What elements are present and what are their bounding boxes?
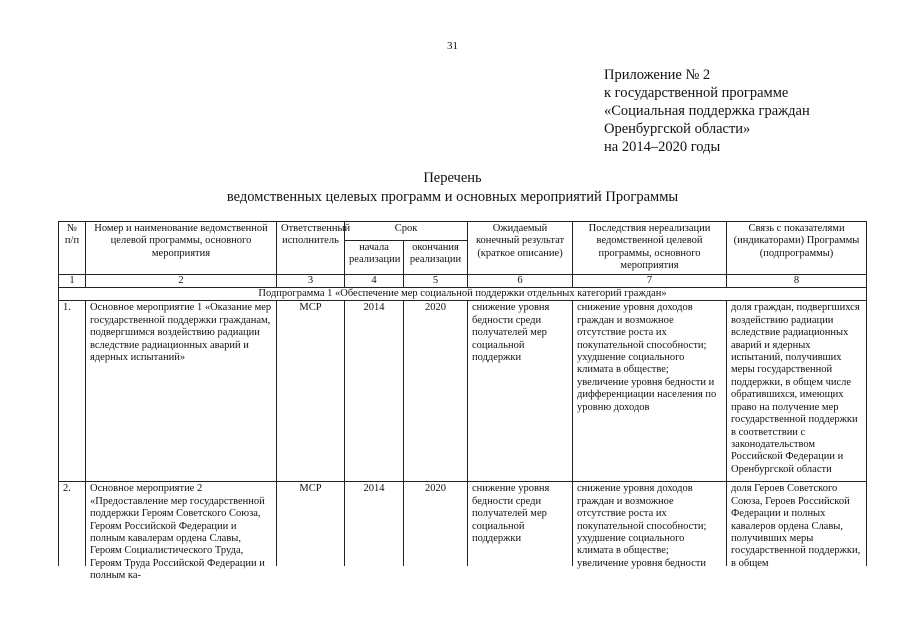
document-title: Перечень bbox=[423, 170, 482, 186]
header-consequences: Последствия нереализации ведомственной целевой программы, основного мероприятия bbox=[573, 222, 727, 275]
column-number: 4 bbox=[345, 274, 404, 287]
column-number: 7 bbox=[573, 274, 727, 287]
row-executor: МСР bbox=[277, 482, 345, 567]
column-number: 2 bbox=[86, 274, 277, 287]
row-name-cell bbox=[86, 482, 277, 582]
appendix-line-2: к государственной программе bbox=[604, 85, 789, 101]
row-indicators: доля Героев Советского Союза, Героев Российской Федерации и полных кавалеров ордена Славы, получивших меры государственной поддержки, в общем bbox=[731, 483, 861, 569]
header-number: № п/п bbox=[59, 222, 86, 275]
row-start-year: 2014 bbox=[345, 301, 404, 482]
header-end: окончания реализации bbox=[404, 240, 468, 274]
row-executor: МСР bbox=[277, 301, 345, 482]
header-result: Ожидаемый конечный результат (краткое описание) bbox=[468, 222, 573, 275]
appendix-line-3: «Социальная поддержка граждан bbox=[604, 103, 810, 119]
column-number: 5 bbox=[404, 274, 468, 287]
column-number: 6 bbox=[468, 274, 573, 287]
row-result: снижение уровня бедности среди получателей мер социальной поддержки bbox=[468, 482, 573, 567]
appendix-header bbox=[604, 66, 810, 156]
column-number-row bbox=[59, 274, 867, 287]
column-number: 1 bbox=[59, 274, 86, 287]
row-indicators: доля граждан, подвергшихся воздействию радиации вследствие радиационных аварий и ядерных испытаний, получивших меры государственной поддержки, в общем числе обратившихся, имеющих право на получение мер государственной поддержки в соответствии с законодательством Российской Федерации и Оренбургской области bbox=[727, 301, 867, 482]
subprogram-title: Подпрограмма 1 «Обеспечение мер социальной поддержки отдельных категорий граждан» bbox=[59, 288, 867, 301]
row-start-year: 2014 bbox=[345, 482, 404, 567]
header-term: Срок bbox=[345, 222, 468, 241]
header-name: Номер и наименование ведомственной целевой программы, основного мероприятия bbox=[86, 222, 277, 275]
row-end-year: 2020 bbox=[404, 482, 468, 567]
table-header-row bbox=[59, 222, 867, 241]
appendix-line-5: на 2014–2020 годы bbox=[604, 139, 721, 155]
row-consequences: снижение уровня доходов граждан и возможное отсутствие роста их покупательной способности; ухудшение социального климата в обществе; увеличение уровня бедности bbox=[577, 483, 707, 569]
document-subtitle: ведомственных целевых программ и основных мероприятий Программы bbox=[226, 189, 679, 205]
programs-table bbox=[58, 221, 867, 582]
appendix-line-4: Оренбургской области» bbox=[604, 121, 751, 137]
header-start: начала реализации bbox=[345, 240, 404, 274]
table-row bbox=[59, 482, 867, 567]
row-consequences: снижение уровня доходов граждан и возможное отсутствие роста их покупательной способности; ухудшение социального климата в обществе; увеличение уровня бедности и дифференциации населения по уровню доходов bbox=[573, 301, 727, 482]
table-row bbox=[59, 301, 867, 482]
column-number: 3 bbox=[277, 274, 345, 287]
row-consequences-cell bbox=[573, 482, 727, 567]
row-name: Основное мероприятие 1 «Оказание мер государственной поддержки гражданам, подвергшимся воздействию радиации вследствие радиационных аварий и ядерных испытаний» bbox=[86, 301, 277, 482]
header-executor: Ответственный исполнитель bbox=[277, 222, 345, 275]
subprogram-row bbox=[59, 288, 867, 301]
column-number: 8 bbox=[727, 274, 867, 287]
header-indicators: Связь с показателями (индикаторами) Программы (подпрограммы) bbox=[727, 222, 867, 275]
row-indicators-cell bbox=[727, 482, 867, 567]
row-number: 2. bbox=[59, 482, 86, 567]
row-name: Основное мероприятие 2 «Предоставление мер государственной поддержки Героям Советского Союза, Героям Российской Федерации и полным кавалерам ордена Славы, Героям Социалистического Труда, Героям Труда Российской Федерации и полным ка- bbox=[90, 483, 265, 582]
page-number: 31 bbox=[447, 40, 458, 52]
row-result: снижение уровня бедности среди получателей мер социальной поддержки bbox=[468, 301, 573, 482]
appendix-line-1: Приложение № 2 bbox=[604, 67, 711, 83]
row-end-year: 2020 bbox=[404, 301, 468, 482]
row-number: 1. bbox=[59, 301, 86, 482]
